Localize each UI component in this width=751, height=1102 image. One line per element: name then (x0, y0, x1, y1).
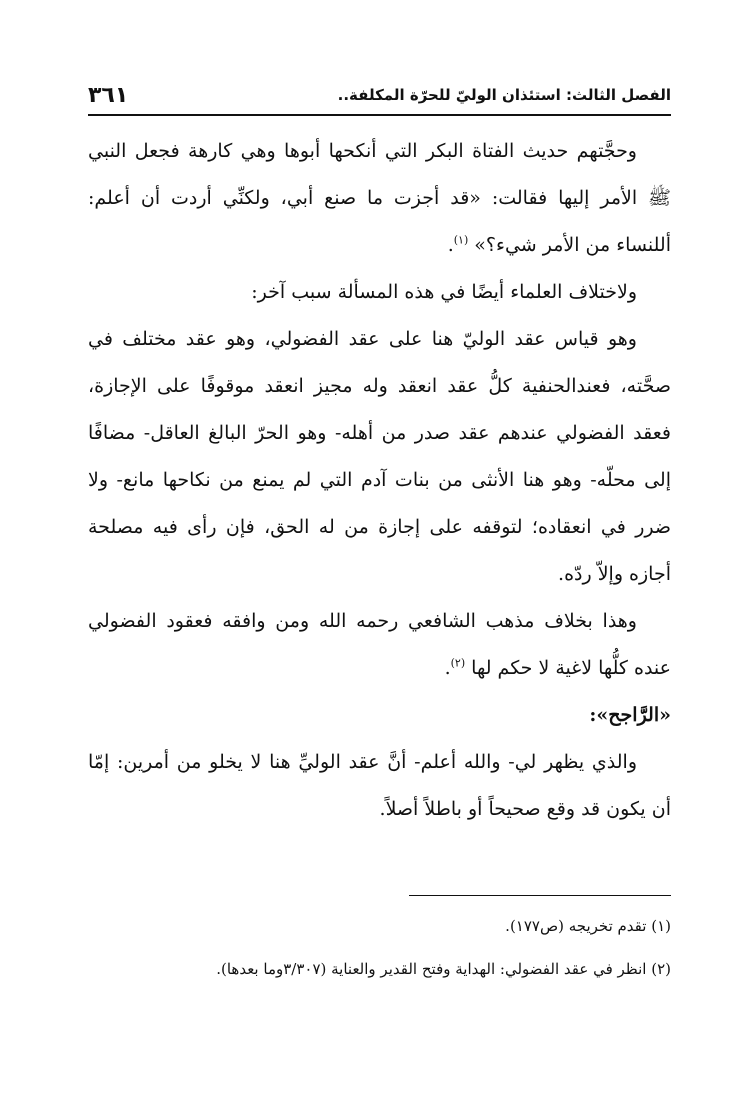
footnote-1: (١) تقدم تخريجه (ص١٧٧). (505, 917, 671, 935)
paragraph-another-reason: ولاختلاف العلماء أيضًا في هذه المسألة سبب آخر: (251, 281, 637, 303)
page-header (88, 80, 671, 116)
paragraph-hadith (88, 128, 671, 269)
footnote-divider (409, 895, 671, 896)
page-number: ٣٦١ (88, 82, 129, 108)
running-title: الفصل الثالث: استئذان الوليّ للحرّة المكلفة.. (337, 86, 671, 104)
paragraph-fuduli-analogy: وهو قياس عقد الوليّ هنا على عقد الفضولي، وهو عقد مختلف في صحَّته، فعندالحنفية كلُّ عقد انعقد وله مجيز انعقد موقوفًا على الإجازة، فعقد الفضولي عندهم عقد صدر من أهله- وهو الحرّ البالغ العاقل- مضافًا إلى محلّه- وهو هنا الأنثى من بنات آدم التي لم يمنع من نكاحها مانع- ولا ضرر في انعقاده؛ لتوقفه على إجازة من له الحق، فإن رأى فيه مصلحة أجازه وإلاّ ردّه. (88, 328, 671, 585)
section-heading-preponderant: «الرَّاجح»: (589, 704, 671, 726)
footnotes (88, 905, 671, 991)
paragraph-text: وهذا بخلاف مذهب الشافعي رحمه الله ومن وافقه فعقود الفضولي عنده كلُّها لاغية لا حكم لها (88, 610, 671, 679)
paragraph-shafii-view (88, 598, 671, 692)
paragraph-conclusion: والذي يظهر لي- والله أعلم- أنَّ عقد الوليِّ هنا لا يخلو من أمرين: إمّا أن يكون قد وقع صحيحاً أو باطلاً أصلاً. (88, 751, 671, 820)
punctuation: . (447, 234, 454, 256)
footnote-ref-2: (٢) (450, 656, 466, 670)
punctuation: . (444, 657, 451, 679)
main-text (88, 128, 671, 833)
footnote-ref-1: (١) (453, 233, 469, 247)
footnote-2: (٢) انظر في عقد الفضولي: الهداية وفتح القدير والعناية (٣/٣٠٧وما بعدها). (216, 960, 671, 978)
paragraph-text: وحجَّتهم حديث الفتاة البكر التي أنكحها أبوها وهي كارهة فجعل النبي ﷺ الأمر إليها فقالت: «قد أجزت ما صنع أبي، ولكنِّي أردت أن أعلم: أللنساء من الأمر شيء؟» (88, 140, 671, 256)
